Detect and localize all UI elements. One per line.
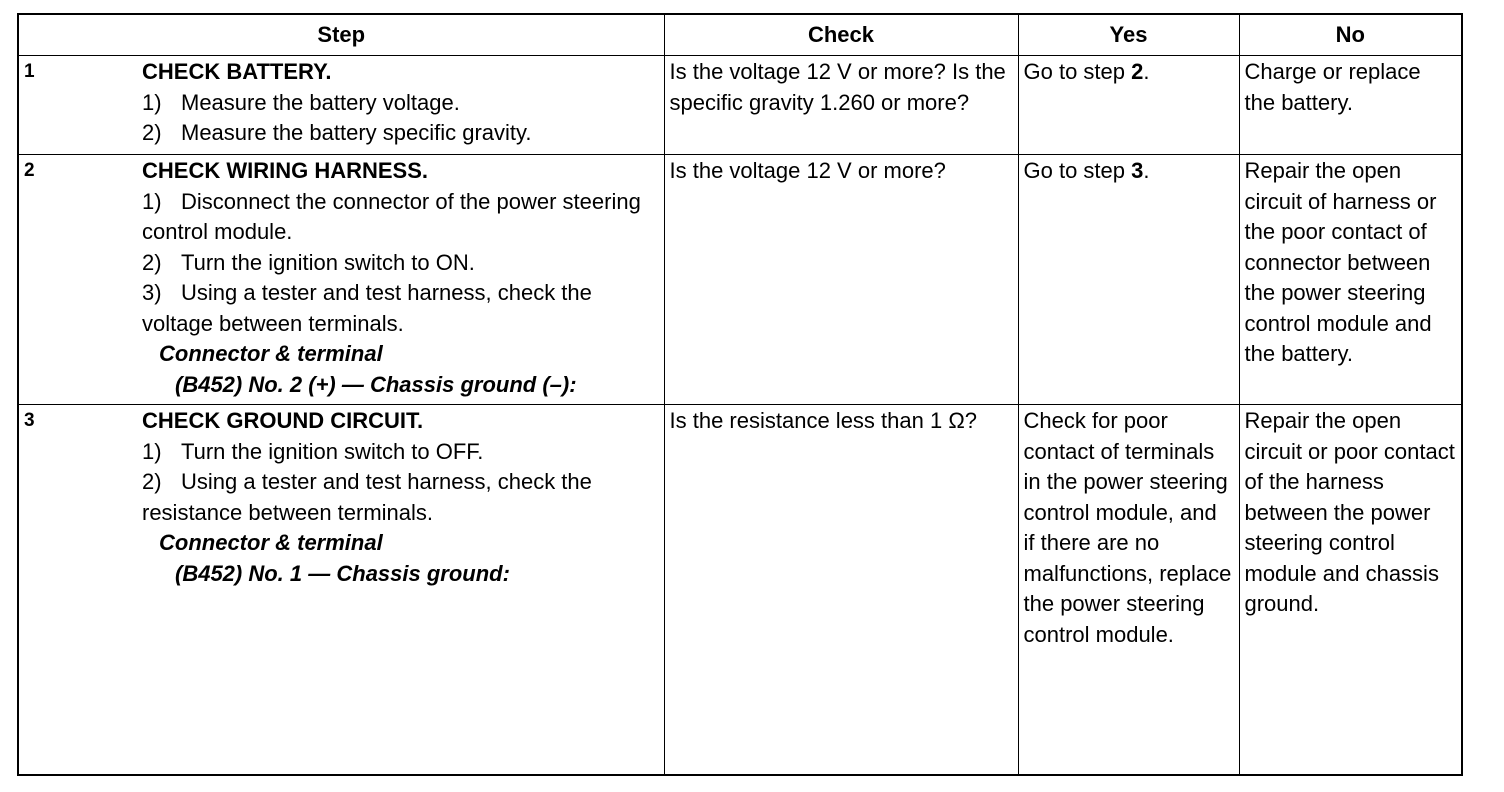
yes-cell <box>1018 405 1239 776</box>
table-row <box>18 155 1462 405</box>
step-title: CHECK GROUND CIRCUIT. <box>142 408 424 433</box>
connector-label: Connector & terminal <box>159 530 383 555</box>
substep <box>24 187 659 248</box>
check-question: Is the voltage 12 V or more? <box>669 158 946 183</box>
yes-action-suffix: . <box>1143 158 1150 183</box>
yes-step-ref: 2 <box>1131 59 1144 84</box>
header-step: Step <box>18 14 664 56</box>
connector-terminal: (B452) No. 1 — Chassis ground: <box>175 560 510 586</box>
substep <box>24 278 659 339</box>
substep <box>142 88 659 119</box>
substep-text: Measure the battery voltage. <box>181 89 460 115</box>
substep-number: 2) <box>142 249 162 275</box>
step-number: 1 <box>24 61 35 82</box>
check-cell <box>664 56 1018 155</box>
table-row <box>18 405 1462 776</box>
substep-number: 2) <box>142 120 162 145</box>
substep-text: Turn the ignition switch to OFF. <box>181 438 484 464</box>
no-cell <box>1239 155 1462 405</box>
header-yes: Yes <box>1018 14 1239 56</box>
no-action: Repair the open circuit of harness or the poor contact of connector between the power steering control module and the battery. <box>1244 158 1437 366</box>
table-row <box>18 56 1462 155</box>
header-no: No <box>1239 14 1462 56</box>
step-cell <box>18 155 664 405</box>
substep-number: 3) <box>142 280 162 305</box>
substep <box>24 248 659 279</box>
step-cell <box>18 405 664 776</box>
yes-cell <box>1018 56 1239 155</box>
yes-action-text: Go to step <box>1023 158 1132 183</box>
connector-label: Connector & terminal <box>159 341 383 366</box>
substep-text: Using a tester and test harness, check the voltage between terminals. <box>142 280 592 336</box>
check-question: Is the voltage 12 V or more? Is the specific gravity 1.260 or more? <box>669 59 1006 115</box>
substep-number: 1) <box>142 188 162 214</box>
substep <box>24 467 659 528</box>
connector-terminal: (B452) No. 2 (+) — Chassis ground (–): <box>175 371 577 397</box>
substep-text: Measure the battery specific gravity. <box>181 120 532 145</box>
substep <box>142 118 659 149</box>
no-action: Charge or replace the battery. <box>1244 59 1421 115</box>
substep-number: 2) <box>142 469 162 494</box>
diagnostic-table <box>17 13 1463 776</box>
substep-number: 1) <box>142 438 162 464</box>
no-cell <box>1239 405 1462 776</box>
no-cell <box>1239 56 1462 155</box>
substep-text: Using a tester and test harness, check the resistance between terminals. <box>142 469 592 525</box>
yes-cell <box>1018 155 1239 405</box>
header-check: Check <box>664 14 1018 56</box>
substep-text: Turn the ignition switch to ON. <box>181 249 475 275</box>
check-cell <box>664 405 1018 776</box>
substep-number: 1) <box>142 89 162 115</box>
step-title: CHECK BATTERY. <box>142 59 332 84</box>
header-row <box>18 14 1462 56</box>
check-question: Is the resistance less than 1 Ω? <box>669 408 977 433</box>
step-title: CHECK WIRING HARNESS. <box>142 158 429 183</box>
step-cell <box>18 56 664 155</box>
substep-text: Disconnect the connector of the power steering control module. <box>142 188 641 244</box>
step-number: 2 <box>24 160 35 181</box>
check-cell <box>664 155 1018 405</box>
yes-step-ref: 3 <box>1131 158 1144 183</box>
no-action: Repair the open circuit or poor contact of the harness between the power steering control module and chassis ground. <box>1244 408 1455 616</box>
yes-action-suffix: . <box>1143 59 1150 84</box>
substep <box>142 437 659 468</box>
yes-action-text: Go to step <box>1023 59 1132 84</box>
yes-action-text: Check for poor contact of terminals in the power steering control module, and if there are no malfunctions, replace the power steering control module. <box>1023 408 1232 647</box>
step-number: 3 <box>24 410 35 431</box>
